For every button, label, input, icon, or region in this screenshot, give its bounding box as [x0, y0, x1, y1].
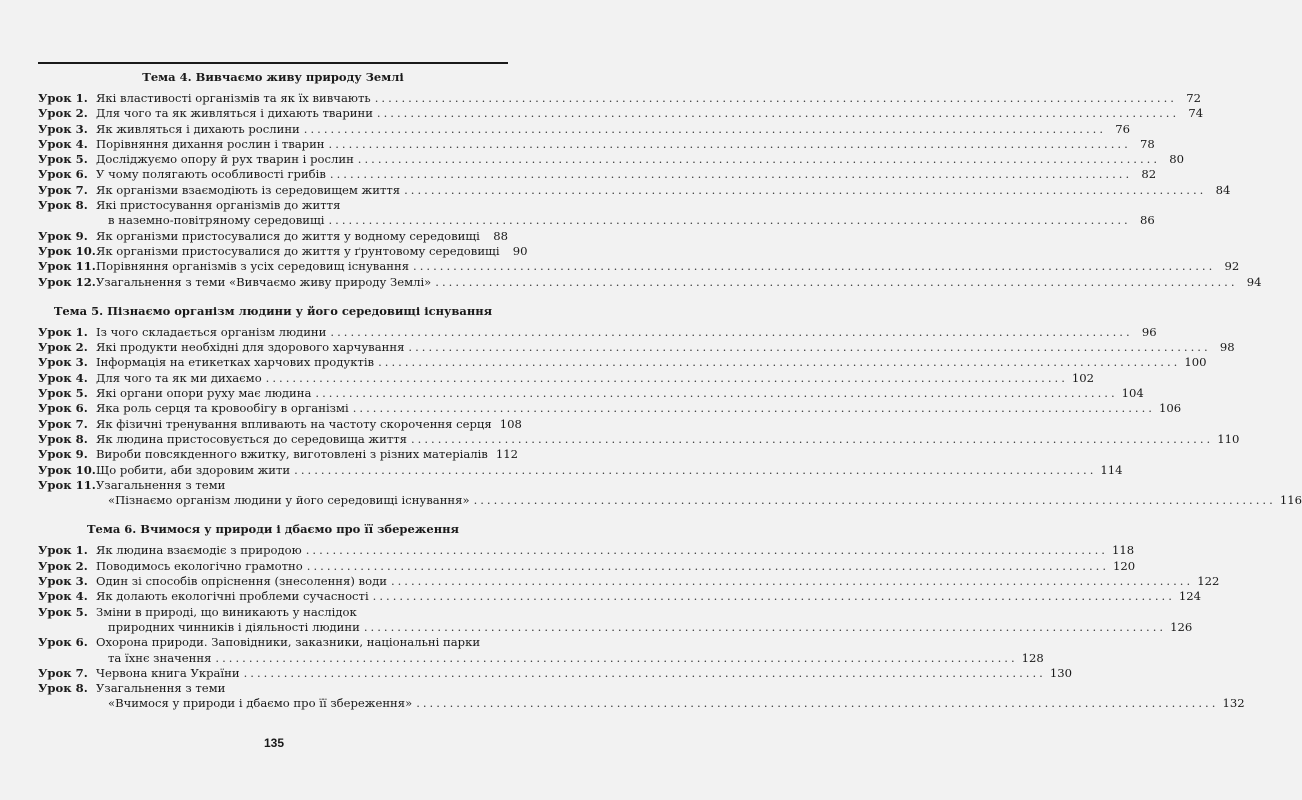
- entry-title: Охорона природи. Заповідники, заказники, національні парки: [96, 635, 481, 650]
- entry-title: Для чого та як живляться і дихають тварини: [96, 106, 373, 121]
- dot-leader: ........................................................................................................................: [294, 462, 1097, 477]
- toc-entry[interactable]: [38, 447, 518, 462]
- lesson-label: Урок 4.: [38, 370, 88, 385]
- lesson-label: Урок 5.: [38, 152, 88, 167]
- entry-line: [96, 681, 508, 696]
- toc-section: [38, 303, 1302, 509]
- lesson-label: Урок 10.: [38, 462, 96, 477]
- entry-line: [96, 478, 508, 493]
- lesson-label: Урок 9.: [38, 447, 88, 462]
- entry-line: [96, 401, 1182, 416]
- entry-page-number: 110: [1217, 431, 1240, 446]
- toc-entry[interactable]: [38, 121, 1131, 137]
- section-title: Тема 4. Вивчаємо живу природу Землі: [142, 70, 404, 84]
- toc-entry[interactable]: [38, 589, 1202, 604]
- entry-title: Порівняння дихання рослин і тварин: [96, 136, 325, 151]
- toc-section: [38, 70, 1262, 290]
- toc-entry[interactable]: [38, 324, 1157, 340]
- entry-text: [96, 401, 1182, 416]
- entry-page-number: 112: [495, 447, 518, 462]
- entry-text: [96, 589, 1202, 604]
- dot-leader: ........................................................................................................................: [374, 91, 1177, 105]
- entry-line: [96, 574, 1220, 589]
- entry-page-number: 98: [1219, 340, 1235, 355]
- entry-title: Поводимось екологічно грамотно: [96, 558, 303, 573]
- entry-page-number: 130: [1049, 665, 1072, 680]
- entry-title: та їхнє значення: [108, 650, 212, 665]
- lesson-label: Урок 10.: [38, 243, 96, 258]
- entry-title: Які пристосування організмів до життя: [96, 198, 341, 213]
- entry-text: [96, 355, 1207, 370]
- entry-page-number: 132: [1222, 696, 1245, 711]
- entry-title: Із чого складається організм людини: [96, 324, 327, 339]
- entry-line: [96, 619, 1193, 635]
- entry-line: [96, 355, 1207, 370]
- entry-text: [96, 91, 1201, 106]
- toc-entry[interactable]: [38, 167, 1157, 182]
- lesson-label: Урок 3.: [38, 121, 88, 136]
- entry-line: [96, 182, 1231, 198]
- section-title: Тема 5. Пізнаємо організм людини у його середовищі існування: [53, 303, 493, 318]
- dot-leader: ........................................................................................................................: [435, 274, 1238, 289]
- entry-title: Один зі способів опріснення (знесолення) води: [96, 574, 387, 589]
- entry-text: [96, 543, 1135, 558]
- lesson-label: Урок 5.: [38, 604, 88, 619]
- table-of-contents: [38, 70, 1302, 726]
- entry-text: [96, 121, 1131, 137]
- dot-leader: ........................................................................................................................: [305, 543, 1108, 558]
- lesson-label: Урок 8.: [38, 198, 88, 213]
- entry-text: [96, 106, 1204, 121]
- lesson-label: Урок 2.: [38, 106, 88, 121]
- entry-line: [96, 324, 1157, 340]
- lesson-label: Урок 6.: [38, 167, 88, 182]
- entry-title: природних чинників і діяльності людини: [108, 619, 360, 634]
- toc-entry[interactable]: [38, 462, 1123, 478]
- entry-title: Як долають екологічні проблеми сучасності: [96, 589, 369, 604]
- entry-page-number: 116: [1279, 493, 1302, 508]
- entry-text: [96, 574, 1220, 589]
- entry-title: Як живляться і дихають рослини: [96, 121, 300, 136]
- entry-text: [96, 370, 1095, 386]
- dot-leader: ........................................................................................................................: [404, 182, 1207, 197]
- lesson-label: Урок 12.: [38, 274, 96, 289]
- dot-leader: ........................................................................................................................: [416, 696, 1219, 711]
- lesson-label: Урок 3.: [38, 355, 88, 370]
- lesson-label: Урок 6.: [38, 401, 88, 416]
- lesson-label: Урок 4.: [38, 136, 88, 151]
- entry-text: [96, 386, 1144, 401]
- entry-line: [96, 167, 1157, 182]
- entry-title: Як організми пристосувалися до життя у водному середовищі: [96, 228, 480, 243]
- toc-entry[interactable]: [38, 543, 1135, 558]
- dot-leader: ........................................................................................................................: [357, 152, 1161, 167]
- toc-entry[interactable]: [38, 635, 1044, 666]
- toc-entry[interactable]: [38, 477, 1302, 509]
- entry-page-number: 82: [1141, 167, 1157, 182]
- toc-entry[interactable]: [38, 370, 1095, 386]
- entry-line: [96, 462, 1123, 478]
- entry-title: Для чого та як ми дихаємо: [96, 370, 262, 385]
- entry-title: Узагальнення з теми: [96, 681, 226, 696]
- entry-line: [96, 259, 1240, 274]
- entry-text: [96, 635, 1044, 666]
- toc-entry[interactable]: [38, 386, 1144, 401]
- dot-leader: ........................................................................................................................: [215, 650, 1018, 665]
- entry-page-number: 92: [1224, 259, 1240, 274]
- entry-text: [96, 229, 508, 244]
- lesson-label: Урок 1.: [38, 543, 88, 558]
- entry-title: Як фізичні тренування впливають на частоту скорочення серця: [96, 416, 492, 431]
- entry-text: [96, 136, 1155, 152]
- dot-leader: ........................................................................................................................: [265, 370, 1068, 385]
- entry-text: [96, 431, 1240, 447]
- toc-entry[interactable]: [38, 229, 508, 244]
- toc-entry[interactable]: [38, 558, 1136, 574]
- entry-page-number: 106: [1158, 401, 1182, 416]
- entry-page-number: 120: [1113, 558, 1136, 573]
- lesson-label: Урок 4.: [38, 589, 88, 604]
- toc-entry[interactable]: [38, 604, 1193, 636]
- entry-line: [96, 665, 1072, 681]
- dot-leader: ........................................................................................................................: [473, 493, 1276, 508]
- toc-section: [38, 522, 1245, 711]
- toc-entry[interactable]: [38, 182, 1231, 198]
- dot-leader: ........................................................................................................................: [329, 167, 1133, 182]
- entry-line: [96, 91, 1201, 106]
- entry-page-number: 108: [499, 416, 522, 431]
- dot-leader: ........................................................................................................................: [376, 106, 1180, 121]
- entry-title: Порівняння організмів з усіх середовищ існування: [96, 259, 410, 274]
- entry-title: Як організми взаємодіють із середовищем життя: [96, 182, 401, 197]
- dot-leader: ........................................................................................................................: [378, 355, 1181, 370]
- lesson-label: Урок 6.: [38, 635, 88, 650]
- entry-text: [96, 604, 1193, 636]
- toc-entry[interactable]: [38, 681, 1245, 712]
- entry-page-number: 96: [1141, 324, 1157, 339]
- page-number: 135: [263, 736, 285, 750]
- entry-text: [96, 416, 522, 432]
- entry-line: [96, 243, 528, 259]
- entry-text: [96, 340, 1235, 355]
- dot-leader: ........................................................................................................................: [243, 665, 1046, 680]
- entry-title: Як організми пристосувалися до життя у ґрунтовому середовищі: [96, 243, 500, 258]
- entry-text: [96, 182, 1231, 198]
- lesson-label: Урок 3.: [38, 574, 88, 589]
- toc-entry[interactable]: [38, 106, 1204, 121]
- entry-text: [96, 243, 528, 259]
- lesson-label: Урок 11.: [38, 259, 96, 274]
- lesson-label: Урок 5.: [38, 386, 88, 401]
- entry-page-number: 80: [1169, 152, 1185, 167]
- entry-line: [96, 447, 518, 462]
- toc-entry[interactable]: [38, 152, 1185, 167]
- dot-leader: ........................................................................................................................: [328, 213, 1131, 228]
- entry-line: [96, 121, 1131, 137]
- entry-text: [96, 152, 1185, 167]
- lesson-label: Урок 2.: [38, 340, 88, 355]
- entry-text: [96, 259, 1240, 274]
- entry-line: [96, 340, 1235, 355]
- entry-page-number: 88: [493, 228, 508, 243]
- toc-entry[interactable]: [38, 355, 1207, 370]
- entry-title: Інформація на етикетках харчових продуктів: [96, 355, 375, 370]
- entry-title: Досліджуємо опору й рух тварин і рослин: [96, 152, 354, 167]
- entry-page-number: 94: [1246, 274, 1262, 289]
- entry-title: «Пізнаємо організм людини у його середовищі існування»: [108, 493, 470, 508]
- entry-page-number: 86: [1139, 213, 1155, 228]
- dot-leader: ........................................................................................................................: [352, 401, 1155, 416]
- entry-page-number: 78: [1140, 136, 1155, 151]
- entry-title: Узагальнення з теми «Вивчаємо живу природу Землі»: [96, 274, 432, 289]
- entry-line: [96, 370, 1095, 386]
- entry-text: [96, 447, 518, 462]
- toc-entry[interactable]: [38, 574, 1220, 589]
- toc-entry[interactable]: [38, 665, 1072, 681]
- dot-leader: ........................................................................................................................: [303, 121, 1107, 136]
- entry-page-number: 104: [1121, 386, 1144, 401]
- lesson-label: Урок 9.: [38, 228, 88, 243]
- lesson-label: Урок 2.: [38, 558, 88, 573]
- entry-text: [96, 681, 1245, 712]
- entry-title: У чому полягають особливості грибів: [96, 167, 326, 182]
- entry-line: [96, 198, 508, 213]
- dot-leader: ........................................................................................................................: [363, 619, 1167, 634]
- entry-line: [96, 635, 508, 650]
- entry-line: [96, 650, 1044, 666]
- dot-leader: ........................................................................................................................: [410, 431, 1214, 446]
- lesson-label: Урок 1.: [38, 324, 88, 339]
- lesson-label: Урок 1.: [38, 91, 88, 105]
- entry-page-number: 124: [1178, 589, 1202, 604]
- lesson-label: Урок 7.: [38, 416, 88, 431]
- entry-line: [96, 274, 1262, 290]
- toc-entry[interactable]: [38, 136, 1155, 152]
- entry-title: Що робити, аби здоровим жити: [96, 462, 291, 477]
- entry-page-number: 118: [1111, 543, 1135, 558]
- lesson-label: Урок 7.: [38, 182, 88, 197]
- toc-entry[interactable]: [38, 259, 1240, 274]
- entry-title: Зміни в природі, що виникають у наслідок: [96, 604, 357, 619]
- entry-title: Червона книга України: [96, 665, 240, 680]
- entry-line: [96, 229, 508, 244]
- entry-line: [96, 493, 1302, 508]
- dot-leader: ........................................................................................................................: [413, 259, 1216, 274]
- dot-leader: ........................................................................................................................: [315, 386, 1118, 401]
- entry-title: Як людина пристосовується до середовища життя: [96, 431, 407, 446]
- entry-title: Вироби повсякденного вжитку, виготовлені з різних матеріалів: [96, 447, 488, 462]
- lesson-label: Урок 8.: [38, 681, 88, 696]
- entry-line: [96, 605, 508, 620]
- toc-entry[interactable]: [38, 340, 1235, 355]
- lesson-label: Урок 11.: [38, 477, 96, 492]
- entry-line: [96, 589, 1202, 604]
- section-title: Тема 6. Вчимося у природи і дбаємо про її збереження: [86, 522, 460, 537]
- entry-page-number: 100: [1184, 355, 1207, 370]
- entry-line: [96, 431, 1240, 447]
- entry-line: [96, 696, 1245, 711]
- entry-line: [96, 543, 1135, 558]
- entry-page-number: 128: [1021, 650, 1044, 665]
- lesson-label: Урок 7.: [38, 665, 88, 680]
- top-rule: [38, 62, 508, 64]
- lesson-label: Урок 8.: [38, 431, 88, 446]
- entry-text: [96, 462, 1123, 478]
- entry-text: [96, 324, 1157, 340]
- entry-text: [96, 477, 1302, 509]
- entry-title: Як людина взаємодіє з природою: [96, 543, 302, 558]
- toc-entry[interactable]: [38, 243, 528, 259]
- entry-page-number: 122: [1197, 574, 1220, 589]
- entry-text: [96, 665, 1072, 681]
- entry-page-number: 74: [1188, 106, 1204, 121]
- entry-line: [96, 386, 1144, 401]
- entry-text: [96, 274, 1262, 290]
- toc-entry[interactable]: [38, 274, 1262, 290]
- entry-title: «Вчимося у природи і дбаємо про її збереження»: [108, 696, 413, 711]
- entry-title: Які продукти необхідні для здорового харчування: [96, 340, 405, 355]
- toc-entry[interactable]: [38, 91, 1201, 106]
- entry-title: Які органи опори руху має людина: [96, 386, 312, 401]
- dot-leader: ........................................................................................................................: [372, 589, 1175, 604]
- entry-page-number: 126: [1170, 619, 1193, 634]
- toc-entry[interactable]: [38, 198, 1155, 229]
- toc-entry[interactable]: [38, 401, 1182, 416]
- entry-line: [96, 136, 1155, 152]
- entry-line: [96, 558, 1136, 574]
- entry-page-number: 76: [1115, 121, 1131, 136]
- entry-text: [96, 198, 1155, 229]
- dot-leader: ........................................................................................................................: [390, 574, 1194, 589]
- dot-leader: ........................................................................................................................: [330, 324, 1133, 339]
- dot-leader: ........................................................................................................................: [408, 340, 1211, 355]
- entry-page-number: 72: [1186, 91, 1201, 105]
- entry-text: [96, 558, 1136, 574]
- entry-line: [96, 213, 1155, 228]
- entry-title: Які властивості організмів та як їх вивчають: [96, 91, 371, 105]
- entry-line: [96, 416, 522, 432]
- entry-line: [96, 106, 1204, 121]
- entry-page-number: 102: [1071, 370, 1095, 385]
- entry-title: в наземно-повітряному середовищі: [108, 213, 325, 228]
- entry-title: Узагальнення з теми: [96, 477, 226, 492]
- dot-leader: ........................................................................................................................: [306, 558, 1110, 573]
- entry-line: [96, 152, 1185, 167]
- entry-text: [96, 167, 1157, 182]
- entry-title: Яка роль серця та кровообігу в організмі: [96, 401, 349, 416]
- entry-page-number: 90: [512, 243, 528, 258]
- toc-entry[interactable]: [38, 431, 1240, 447]
- dot-leader: ........................................................................................................................: [328, 136, 1131, 151]
- entry-page-number: 114: [1100, 462, 1123, 477]
- entry-page-number: 84: [1215, 182, 1231, 197]
- toc-entry[interactable]: [38, 416, 522, 432]
